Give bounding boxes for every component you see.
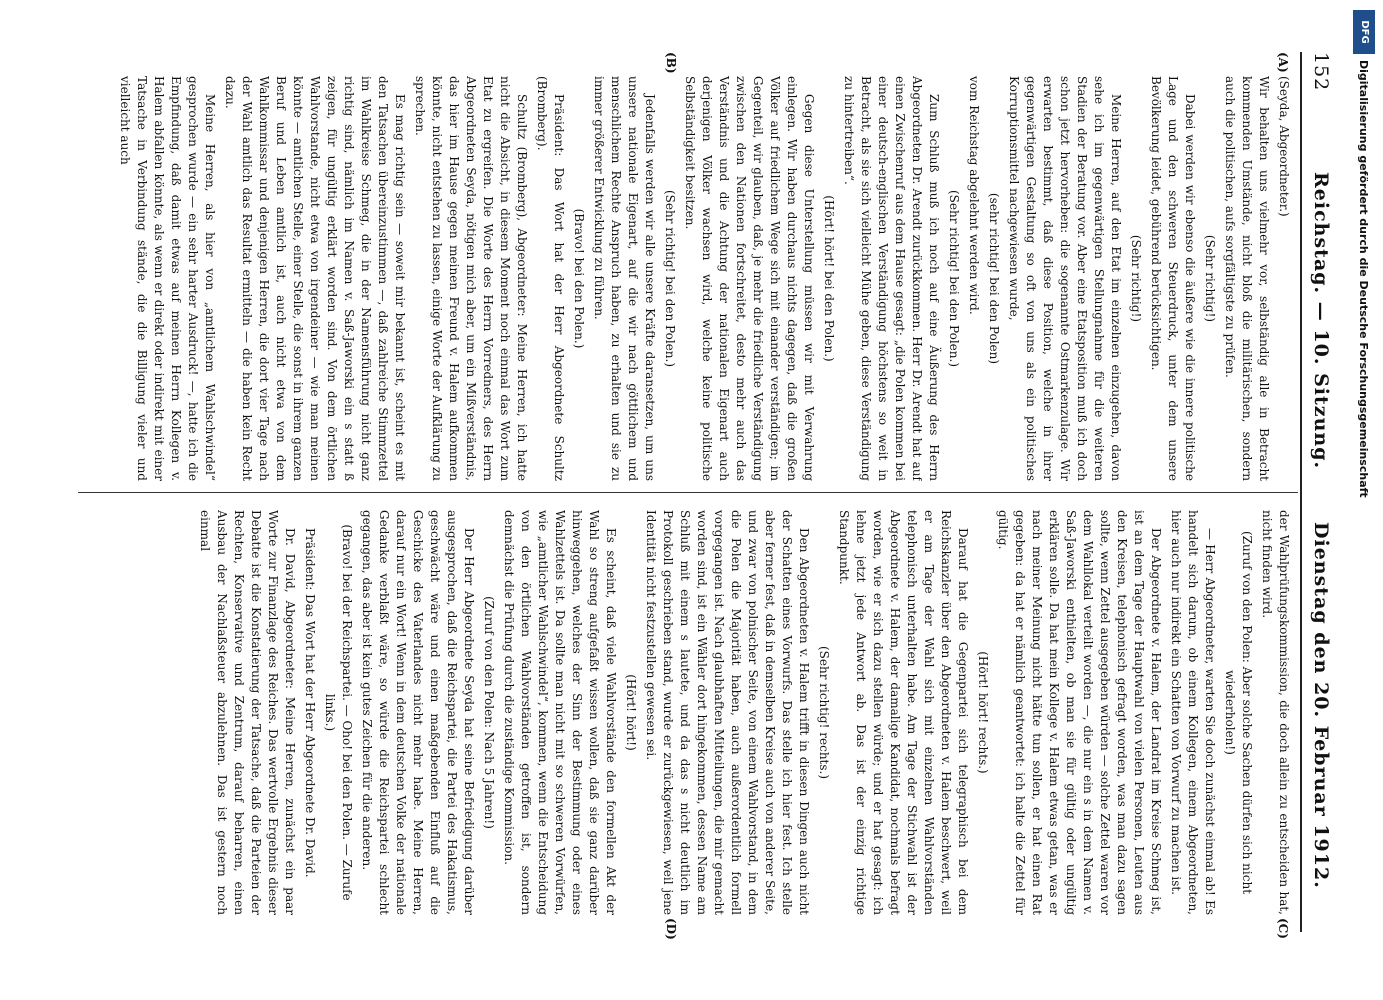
right-column-paragraph: Präsident: Das Wort hat der Herr Abgeordnete Dr. David. — [303, 528, 317, 878]
right-column — [82, 510, 1292, 915]
right-column-paragraph: Dr. David, Abgeordneter: Meine Herren, zunächst ein paar Worte zur Finanzlage des Reiches. Das wertvolle Ergebnis dieser Debatte ist die Konstatierung der Tatsache, daß die Parteien der Rechten, Konservative und Zentrum, darauf beharren, einen Ausbau der Nachlaßsteuer abzulehnen. Das ist gestern noch einmal — [198, 510, 297, 915]
margin-mark-b: (B) — [664, 52, 678, 74]
dfg-logo — [1353, 10, 1375, 54]
margin-mark-c: (C) — [1276, 918, 1290, 939]
digitization-note — [1352, 60, 1382, 760]
right-column-paragraph: der Wahlprüfungskommission, die doch allein zu entscheiden hat, nicht finden wird. — [1260, 510, 1291, 915]
document-page — [68, 52, 1338, 940]
left-column-paragraph: Dabei werden wir ebenso die äußere wie die innere politische Lage und den schweren Steuerdruck, unter dem unsere Bevölkerung leidet, gebührend berücksichtigen. — [1149, 76, 1197, 481]
left-column-paragraph: Präsident: Das Wort hat der Herr Abgeordnete Schultz (Bromberg). — [535, 76, 566, 481]
digitization-text: Digitalisierung gefördert durch die Deutsche Forschungsgemeinschaft — [1357, 60, 1370, 498]
running-head — [1304, 52, 1338, 932]
dfg-logo-text: DFG — [1359, 20, 1370, 44]
left-column-paragraph: (Bravo! bei den Polen.) — [572, 208, 586, 349]
right-column-paragraph: Der Abgeordnete v. Halem, der Landrat im Kreise Schmeg ist, ist an dem Tage der Hauptwahl von vielen Personen, Leuten aus den Kreisen, telephonisch gefragt worden, was man dazu sagen sollte, wenn Zettel ausgegeben würden — solche Zettel waren vor dem Wahllokal verteilt worden —, die nur ein s in dem Namen v. Saß-Jaworski enthielten, ob man sie für gültig oder ungültig erklären solle. Da hat mein Kollege v. Halem etwas getan, was er nach meiner Meinung nicht hätte tun sollen, er hat einen Rat gegeben: da hat er nämlich geantwortet: ich halte die Zettel für gültig. — [996, 510, 1163, 915]
header-left-title: Reichstag. — 10. Sitzung. — [1310, 172, 1332, 470]
left-column-paragraph: Schultz (Bromberg), Abgeordneter: Meine Herren, ich hatte nicht die Absicht, in diesem Moment noch einmal das Wort zum Etat zu ergreifen. Die Worte des Herrn Vorredners, des Herrn Abgeordneten Seyda, nötigen mich aber, um ein Mißverständnis, das hier im Hause gegen meinen Freund v. Halem aufkommen könnte, nicht entstehen zu lassen, einige Worte der Aufklärung zu sprechen. — [413, 76, 529, 481]
right-column-paragraph: (Bravo! bei der Reichspartei. — Oho! bei den Polen. — Zurufe links.) — [323, 524, 354, 901]
right-column-paragraph: Der Herr Abgeordnete Seyda hat seine Befriedigung darüber ausgesprochen, daß die Reichspartei, die Partei des Hakatismus, geschwächt wäre und einen maßgebenden Einfluß auf die Geschicke des Vaterlandes nicht mehr habe. Meine Herren, darauf nur ein Wort! Wenn in dem deutschen Volke der nationale Gedanke verblaßt wäre, so würde die Reichspartei schlecht gegangen, das aber ist kein gutes Zeichen für die anderen. — [360, 510, 476, 915]
left-column-paragraph: (Sehr richtig! bei den Polen.) — [947, 189, 961, 368]
left-column-paragraph: (Sehr richtig! bei den Polen.) — [663, 189, 677, 368]
margin-mark-d: (D) — [664, 918, 678, 940]
column-divider — [78, 492, 1298, 493]
left-column-paragraph: Wir behalten uns vielmehr vor, selbständig alle in Betracht kommenden Umstände, nicht bloß die militärischen, sondern auch die politischen, aufs sorgfältigste zu prüfen. — [1223, 76, 1271, 481]
left-column-paragraph: Meine Herren, auf den Etat im einzelnen einzugehen, davon sehe ich im gegenwärtigen Stellungnahme für die weiteren Stadien der Beratung vor. Aber eine Etatsposition muß ich doch schon jetzt hervorheben: die sogenannte Ostmarkenzulage. Wir erwarten bestimmt, daß diese Position, welche in ihrer gegenwärtigen Gestaltung so oft von uns als ein politisches Korruptionsmittel nachgewiesen wurde, — [1007, 76, 1123, 481]
left-column-paragraph: Jedenfalls werden wir alle unsere Kräfte daransetzen, um uns unsere nationale Eigenart, auf die wir nach göttlichem und menschlichem Rechte Anspruch haben, zu erhalten und sie zu immer größerer Entwicklung zu führen. — [592, 76, 657, 481]
right-column-paragraph: (Hört! hört! rechts.) — [976, 651, 990, 774]
right-column-paragraph: (Hört! hört!) — [624, 674, 638, 751]
left-column-paragraph: Es mag richtig sein — soweit mir bekannt ist, scheint es mit den Tatsachen übereinzustimmen —, daß zahlreiche Stimmzettel im Wahlkreise Schmeg, die in der Namensführung nicht ganz richtig sind, nämlich im Namen v. Saß-Jaworski ein s statt ß zeigen, für ungültig erklärt worden sind. Von dem örtlichen Wahlvorstande, nicht etwa von irgendeiner — wie man meinen könnte — amtlichen Stelle, einer Stelle, die sonst in ihrem ganzen Beruf und Leben amtlich ist, auch nicht etwa von dem Wahlkommissar und denjenigen Herren, die dort vier Tage nach der Wahl amtlich das Resultat ermitteln — die haben kein Recht dazu. — [223, 76, 407, 481]
margin-mark-a: (A) — [1276, 52, 1290, 73]
left-column-paragraph: vom Reichstag abgelehnt werden wird. — [967, 76, 981, 315]
right-column-paragraph: Den Abgeordneten v. Halem trifft in diesen Dingen auch nicht der Schatten eines Vorwurfs. Das stelle ich hier fest. Ich stelle aber ferner fest, daß in demselben Kreise auch von anderer Seite, und zwar von polnischer Seite, von einem Wahlvorstand, in dem die Polen die Majorität haben, auch außerordentlich formell vorgegangen ist. Nach glaubhaften Mitteilungen, die mir gemacht worden sind, ist ein Wähler dort hingekommen, dessen Name am Schluß mit einem s lautete, und da das s nicht deutlich im Protokoll geschrieben stand, wurde er zurückgewiesen, weil jene Identität nicht festzustellen gewesen sei. — [644, 510, 811, 915]
left-column-paragraph: (Hört! hört! bei den Polen.) — [822, 195, 836, 362]
right-column-paragraph: Es scheint, daß viele Wahlvorstände den formellen Akt der Wahl so streng aufgefaßt wissen wollen, daß sie ganz darüber hinweggehen, welches der Sinn der Bestimmung oder eines Wahlzettels ist. Da sollte man nicht mit so schweren Vorwürfen, wie „amtlicher Wahlschwindel“, kommen, wenn die Entscheidung von den örtlichen Wahlvorständen getroffen ist, sondern demnächst die Prüfung durch die zuständige Kommission. — [502, 510, 618, 915]
right-column-paragraph: (Zuruf von den Polen: Aber solche Sachen dürfen sich nicht wiederholen!) — [1223, 530, 1254, 895]
left-column-paragraph: (sehr richtig! bei den Polen) — [987, 192, 1001, 365]
page-number: 152 — [1310, 52, 1332, 92]
right-column-paragraph: (Zuruf von den Polen: Nach 5 Jahren!) — [482, 596, 496, 829]
left-column-paragraph: (Sehr richtig!) — [1129, 234, 1143, 323]
left-column-paragraph: Gegen diese Unterstellung müssen wir mit Verwahrung einlegen. Wir haben durchaus nichts dagegen, daß die großen Völker auf friedlichem Wege sich mit einander verständigen; im Gegenteil, wir glauben, daß, je mehr die friedliche Verständigung zwischen den Nationen fortschreitet, desto mehr auch das Verständnis und die Achtung der nationalen Eigenart auch derjenigen Völker wachsen wird, welche keine politische Selbständigkeit besitzen. — [683, 76, 816, 481]
right-column-paragraph: — Herr Abgeordneter, warten Sie doch zunächst einmal ab! Es handelt sich darum, ob einem Kollegen, einem Abgeordneten, hier auch nur indirekt ein Schatten von Vorwurf zu machen ist. — [1169, 510, 1217, 915]
header-right-title: Dienstag den 20. Februar 1912. — [1310, 522, 1332, 889]
left-column — [82, 76, 1292, 481]
header-rule — [1300, 52, 1302, 932]
right-column-paragraph: Darauf hat die Gegenpartei sich telegraphisch bei dem Reichskanzler über den Abgeordneten v. Halem beschwert, weil er am Tage der Wahl sich mit einzelnen Wahlvorständen telephonisch unterhalten habe. Am Tage der Stichwahl ist der Abgeordnete v. Halem, der damalige Kandidat, nochmals befragt worden, wie er sich dazu stellen würde; und er hat gesagt: ich lehne jetzt jede Antwort ab. Das ist der einzig richtige Standpunkt. — [837, 510, 970, 915]
left-column-paragraph: Zum Schluß muß ich noch auf eine Äußerung des Herrn Abgeordneten Dr. Arendt zurückkommen. Herr Dr. Arendt hat auf einen Zwischenruf aus dem Hause gesagt: „die Polen kommen bei einer deutsch-englischen Verständigung höchstens so weit in Betracht, als sie sich vielleicht Mühe geben, diese Verständigung zu hintertreiben“. — [842, 76, 941, 481]
left-column-paragraph: (Seyda, Abgeordneter.) — [1277, 76, 1291, 217]
right-column-paragraph: (Sehr richtig! rechts.) — [817, 645, 831, 780]
left-column-paragraph: (Sehr richtig!) — [1203, 234, 1217, 323]
left-column-paragraph: Meine Herren, als hier von „amtlichem Wahlschwindel“ gesprochen wurde — ein sehr harter Ausdruck! —, hatte ich die Empfindung, daß damit etwas auf meinen Herrn Kollegen v. Halem abfallen könnte, als wenn er direkt oder indirekt mit einer Tatsache in Verbindung stände, die die Billigung vieler und vielleicht auch — [118, 76, 217, 481]
